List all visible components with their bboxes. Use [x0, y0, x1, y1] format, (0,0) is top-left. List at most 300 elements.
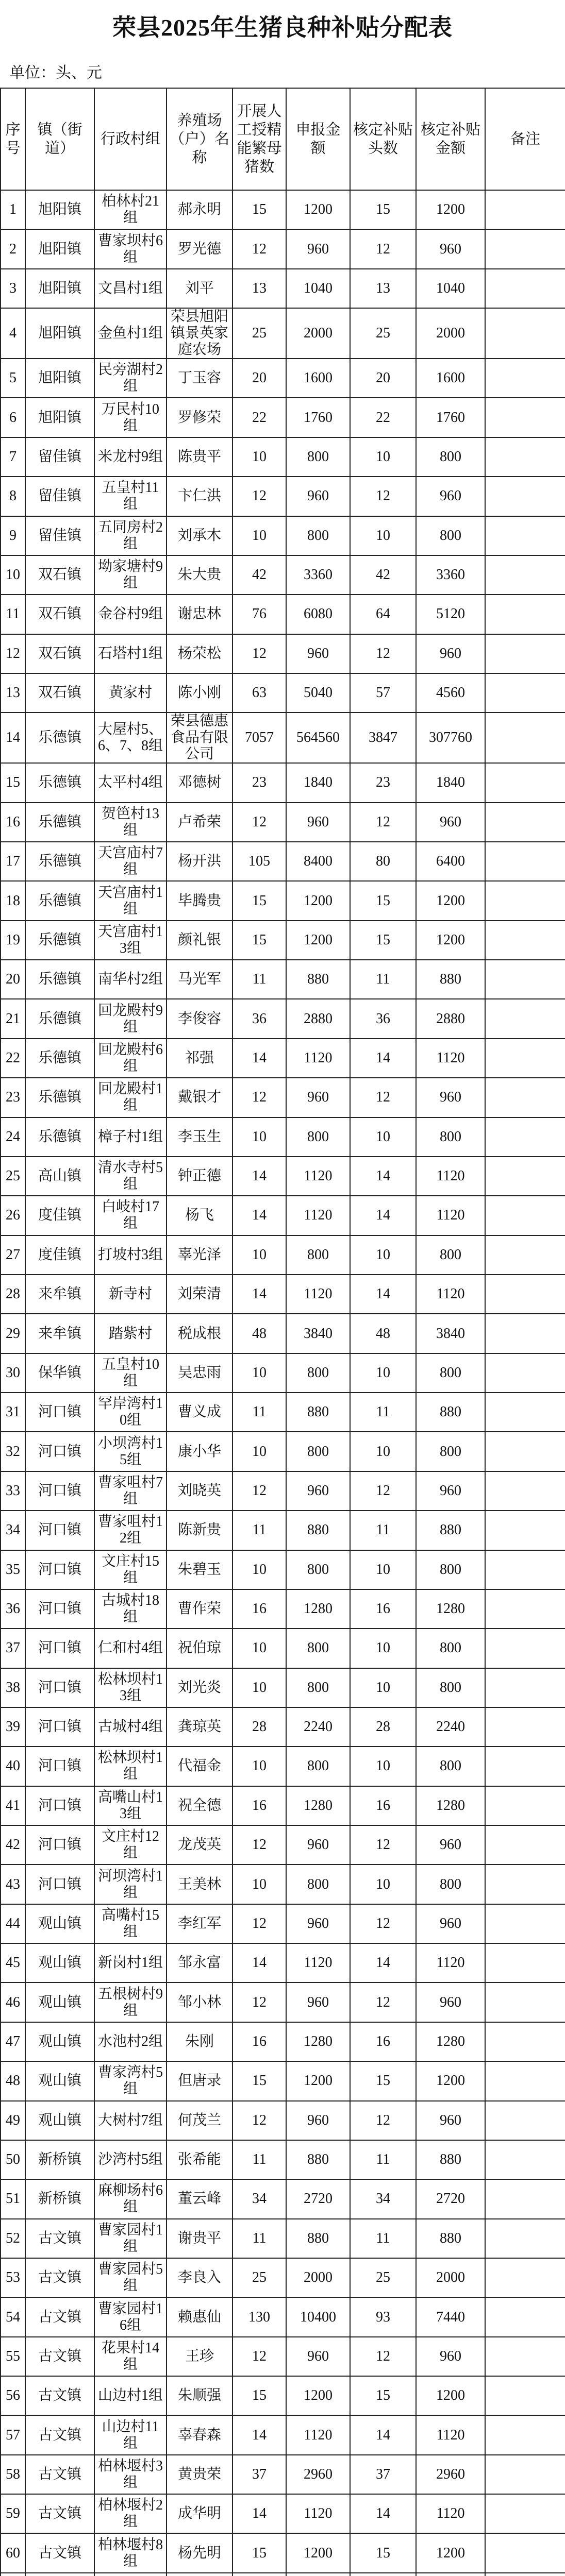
- document-title: 荣县2025年生猪良种补贴分配表: [112, 14, 453, 41]
- cell-apply-amount: 800: [286, 516, 350, 555]
- cell-sow-count: 14: [232, 1943, 286, 1982]
- cell-farm-name: 王珍: [167, 2337, 232, 2376]
- cell-town: 古文镇: [25, 2376, 94, 2415]
- table-row: [1, 881, 565, 920]
- cell-town: 新桥镇: [25, 2140, 94, 2179]
- cell-index: 40: [1, 1747, 25, 1786]
- cell-apply-amount: 800: [286, 1629, 350, 1668]
- cell-town: 观山镇: [25, 2101, 94, 2140]
- cell-approved-heads: 12: [350, 477, 416, 516]
- header-cell: 开展人工授精能繁母猪数: [232, 88, 286, 190]
- cell-sow-count: 11: [232, 960, 286, 999]
- cell-remark: [485, 881, 565, 920]
- cell-village: 柏林堰村8组: [94, 2533, 167, 2572]
- cell-apply-amount: 10400: [286, 2297, 350, 2336]
- cell-index: 30: [1, 1353, 25, 1393]
- cell-remark: [485, 359, 565, 398]
- cell-apply-amount: 960: [286, 634, 350, 673]
- cell-approved-heads: 28: [350, 1707, 416, 1747]
- cell-remark: [485, 1157, 565, 1196]
- header-cell: 核定补贴头数: [350, 88, 416, 190]
- cell-index: 42: [1, 1825, 25, 1865]
- cell-approved-heads: 80: [350, 842, 416, 881]
- cell-apply-amount: 960: [286, 1982, 350, 2022]
- cell-sow-count: 10: [232, 1550, 286, 1589]
- cell-apply-amount: 960: [286, 1078, 350, 1117]
- cell-approved-heads: 23: [350, 763, 416, 802]
- cell-village: 五同房村2组: [94, 516, 167, 555]
- cell-apply-amount: 1840: [286, 763, 350, 802]
- cell-remark: [485, 190, 565, 229]
- cell-apply-amount: 564560: [286, 713, 350, 763]
- cell-approved-heads: 11: [350, 2140, 416, 2179]
- table-row: [1, 960, 565, 999]
- cell-village: 曹家园村5组: [94, 2258, 167, 2297]
- table-row: [1, 190, 565, 229]
- cell-apply-amount: 800: [286, 1117, 350, 1157]
- cell-farm-name: 何茂兰: [167, 2101, 232, 2140]
- cell-town: 双石镇: [25, 634, 94, 673]
- cell-apply-amount: 1200: [286, 2061, 350, 2100]
- cell-apply-amount: 1120: [286, 1275, 350, 1314]
- cell-apply-amount: 800: [286, 1668, 350, 1707]
- cell-index: [1, 2573, 25, 2576]
- table-row: [1, 1589, 565, 1629]
- table-row: [1, 634, 565, 673]
- cell-remark: [485, 1707, 565, 1747]
- cell-town: 度佳镇: [25, 1196, 94, 1235]
- cell-farm-name: 祁强: [167, 1039, 232, 1078]
- cell-apply-amount: 880: [286, 2219, 350, 2258]
- cell-town: 乐德镇: [25, 1039, 94, 1078]
- cell-remark: [485, 842, 565, 881]
- cell-remark: [485, 1786, 565, 1825]
- cell-remark: [485, 1275, 565, 1314]
- cell-town: 古文镇: [25, 2455, 94, 2494]
- cell-farm-name: 王美林: [167, 1865, 232, 1904]
- cell-approved-amount: 800: [416, 1865, 485, 1904]
- cell-farm-name: 祝全德: [167, 1786, 232, 1825]
- cell-farm-name: 朱顺强: [167, 2376, 232, 2415]
- cell-index: 53: [1, 2258, 25, 2297]
- cell-village: 回龙殿村9组: [94, 999, 167, 1038]
- cell-apply-amount: 880: [286, 1393, 350, 1432]
- cell-approved-heads: 36: [350, 999, 416, 1038]
- cell-village: 天宫庙村1组: [94, 881, 167, 920]
- cell-farm-name: 朱碧玉: [167, 1550, 232, 1589]
- cell-town: 双石镇: [25, 555, 94, 595]
- cell-farm-name: 代福金: [167, 1747, 232, 1786]
- cell-approved-amount: 1200: [416, 921, 485, 960]
- cell-farm-name: [167, 2573, 232, 2576]
- cell-village: 五皇村11组: [94, 477, 167, 516]
- cell-village: 坳家塘村9组: [94, 555, 167, 595]
- table-row: [1, 803, 565, 842]
- cell-index: 9: [1, 516, 25, 555]
- cell-village: [94, 2573, 167, 2576]
- cell-approved-heads: 3847: [350, 713, 416, 763]
- cell-approved-heads: 20: [350, 359, 416, 398]
- cell-village: 柏林村21组: [94, 190, 167, 229]
- cell-farm-name: 赖惠仙: [167, 2297, 232, 2336]
- cell-sow-count: 14: [232, 1275, 286, 1314]
- cell-farm-name: 龙茂英: [167, 1825, 232, 1865]
- unit-note: 单位：头、元: [9, 64, 102, 81]
- cell-town: 留佳镇: [25, 516, 94, 555]
- cell-approved-amount: 1760: [416, 398, 485, 437]
- cell-index: 6: [1, 398, 25, 437]
- cell-village: 天宫庙村13组: [94, 921, 167, 960]
- cell-village: 大屋村5、6、7、8组: [94, 713, 167, 763]
- cell-sow-count: 12: [232, 634, 286, 673]
- cell-town: 高山镇: [25, 1157, 94, 1196]
- cell-remark: [485, 308, 565, 359]
- cell-approved-amount: 307760: [416, 713, 485, 763]
- cell-farm-name: 李良入: [167, 2258, 232, 2297]
- cell-village: 石塔村1组: [94, 634, 167, 673]
- cell-village: 曹家园村1组: [94, 2219, 167, 2258]
- cell-farm-name: 陈小刚: [167, 673, 232, 713]
- cell-sow-count: 130: [232, 2297, 286, 2336]
- cell-index: 8: [1, 477, 25, 516]
- cell-sow-count: 105: [232, 842, 286, 881]
- cell-index: 29: [1, 1314, 25, 1353]
- cell-index: 54: [1, 2297, 25, 2336]
- cell-index: 16: [1, 803, 25, 842]
- cell-farm-name: 杨开洪: [167, 842, 232, 881]
- table-row: [1, 842, 565, 881]
- cell-approved-amount: 5120: [416, 595, 485, 634]
- cell-town: 旭阳镇: [25, 190, 94, 229]
- cell-farm-name: 但唐录: [167, 2061, 232, 2100]
- cell-index: 46: [1, 1982, 25, 2022]
- cell-approved-amount: 1600: [416, 359, 485, 398]
- cell-village: 打坡村3组: [94, 1235, 167, 1275]
- cell-village: 踏紫村: [94, 1314, 167, 1353]
- cell-remark: [485, 763, 565, 802]
- cell-remark: [485, 2022, 565, 2061]
- cell-remark: [485, 2415, 565, 2454]
- cell-index: 32: [1, 1432, 25, 1471]
- header-cell: 镇（街道）: [25, 88, 94, 190]
- cell-sow-count: 12: [232, 1078, 286, 1117]
- cell-approved-heads: 15: [350, 2533, 416, 2572]
- cell-remark: [485, 2376, 565, 2415]
- cell-town: 河口镇: [25, 1865, 94, 1904]
- cell-sow-count: 10: [232, 1235, 286, 1275]
- cell-approved-amount: 2720: [416, 2179, 485, 2218]
- cell-village: 白岐村17组: [94, 1196, 167, 1235]
- cell-town: 度佳镇: [25, 1235, 94, 1275]
- cell-approved-heads: 14: [350, 1157, 416, 1196]
- cell-approved-heads: 93: [350, 2297, 416, 2336]
- cell-town: 河口镇: [25, 1629, 94, 1668]
- cell-approved-amount: 800: [416, 1117, 485, 1157]
- cell-remark: [485, 2297, 565, 2336]
- cell-town: 河口镇: [25, 1511, 94, 1550]
- cell-farm-name: 辜春森: [167, 2415, 232, 2454]
- cell-sow-count: 12: [232, 803, 286, 842]
- cell-approved-heads: 12: [350, 2101, 416, 2140]
- table-row: [1, 229, 565, 268]
- cell-sow-count: 28: [232, 1707, 286, 1747]
- cell-town: 乐德镇: [25, 842, 94, 881]
- cell-sow-count: 12: [232, 1982, 286, 2022]
- cell-village: 河坝湾村1组: [94, 1865, 167, 1904]
- cell-remark: [485, 1865, 565, 1904]
- table-row: [1, 2415, 565, 2454]
- cell-sow-count: 12: [232, 1471, 286, 1511]
- table-row: [1, 2337, 565, 2376]
- table-row: [1, 1471, 565, 1511]
- cell-approved-amount: 800: [416, 1550, 485, 1589]
- cell-remark: [485, 1117, 565, 1157]
- cell-remark: [485, 269, 565, 308]
- cell-remark: [485, 1825, 565, 1865]
- cell-sow-count: [232, 2573, 286, 2576]
- table-row: [1, 2297, 565, 2336]
- cell-remark: [485, 477, 565, 516]
- table-row: [1, 1982, 565, 2022]
- cell-remark: [485, 1982, 565, 2022]
- cell-village: 曹家湾村5组: [94, 2061, 167, 2100]
- cell-index: 22: [1, 1039, 25, 1078]
- table-row: [1, 673, 565, 713]
- cell-farm-name: 辜光泽: [167, 1235, 232, 1275]
- cell-approved-heads: 12: [350, 803, 416, 842]
- cell-apply-amount: 800: [286, 437, 350, 477]
- cell-apply-amount: 1200: [286, 921, 350, 960]
- cell-index: 15: [1, 763, 25, 802]
- cell-apply-amount: 1040: [286, 269, 350, 308]
- cell-sow-count: 14: [232, 2415, 286, 2454]
- cell-farm-name: 杨荣松: [167, 634, 232, 673]
- cell-town: 双石镇: [25, 595, 94, 634]
- header-cell: 申报金额: [286, 88, 350, 190]
- cell-farm-name: 刘光炎: [167, 1668, 232, 1707]
- cell-town: 旭阳镇: [25, 269, 94, 308]
- cell-remark: [485, 713, 565, 763]
- cell-index: 14: [1, 713, 25, 763]
- cell-farm-name: 税成根: [167, 1314, 232, 1353]
- cell-sow-count: 15: [232, 921, 286, 960]
- cell-sow-count: 63: [232, 673, 286, 713]
- cell-farm-name: 陈贵平: [167, 437, 232, 477]
- cell-apply-amount: 2880: [286, 999, 350, 1038]
- cell-apply-amount: 960: [286, 1904, 350, 1943]
- cell-village: 山边村11组: [94, 2415, 167, 2454]
- table-row: [1, 2061, 565, 2100]
- cell-remark: [485, 2219, 565, 2258]
- cell-index: 28: [1, 1275, 25, 1314]
- cell-town: 乐德镇: [25, 713, 94, 763]
- cell-approved-heads: 12: [350, 634, 416, 673]
- cell-index: 23: [1, 1078, 25, 1117]
- table-row: [1, 1235, 565, 1275]
- cell-farm-name: 刘承木: [167, 516, 232, 555]
- cell-sow-count: 12: [232, 1904, 286, 1943]
- cell-town: 留佳镇: [25, 437, 94, 477]
- cell-town: 乐德镇: [25, 960, 94, 999]
- cell-approved-heads: 25: [350, 308, 416, 359]
- cell-apply-amount: 1120: [286, 1039, 350, 1078]
- cell-approved-amount: 880: [416, 2140, 485, 2179]
- cell-sow-count: 15: [232, 2533, 286, 2572]
- cell-farm-name: 李红军: [167, 1904, 232, 1943]
- cell-village: 曹家坝村6组: [94, 229, 167, 268]
- cell-farm-name: 朱刚: [167, 2022, 232, 2061]
- cell-farm-name: 李俊容: [167, 999, 232, 1038]
- cell-town: 古文镇: [25, 2494, 94, 2533]
- cell-farm-name: 马光军: [167, 960, 232, 999]
- cell-index: 49: [1, 2101, 25, 2140]
- cell-village: 清水寺村5组: [94, 1157, 167, 1196]
- cell-approved-heads: 16: [350, 2022, 416, 2061]
- cell-index: 27: [1, 1235, 25, 1275]
- cell-town: 河口镇: [25, 1825, 94, 1865]
- cell-sow-count: 10: [232, 1629, 286, 1668]
- table-row: [1, 1275, 565, 1314]
- cell-approved-amount: 960: [416, 2337, 485, 2376]
- cell-village: 文昌村1组: [94, 269, 167, 308]
- table-row: [1, 2219, 565, 2258]
- cell-town: 旭阳镇: [25, 398, 94, 437]
- table-row: [1, 1865, 565, 1904]
- cell-town: 旭阳镇: [25, 359, 94, 398]
- cell-farm-name: 杨先明: [167, 2533, 232, 2572]
- table-row: [1, 1668, 565, 1707]
- cell-village: 高嘴村15组: [94, 1904, 167, 1943]
- cell-village: 樟子村1组: [94, 1117, 167, 1157]
- cell-apply-amount: 1280: [286, 1589, 350, 1629]
- cell-approved-amount: 4560: [416, 673, 485, 713]
- cell-approved-amount: 880: [416, 1393, 485, 1432]
- cell-index: 18: [1, 881, 25, 920]
- cell-town: 河口镇: [25, 1589, 94, 1629]
- cell-farm-name: 曹义成: [167, 1393, 232, 1432]
- cell-village: 古城村4组: [94, 1707, 167, 1747]
- cell-farm-name: 杨飞: [167, 1196, 232, 1235]
- cell-village: 黄家村: [94, 673, 167, 713]
- cell-farm-name: 吴忠雨: [167, 1353, 232, 1393]
- cell-farm-name: 郝永明: [167, 190, 232, 229]
- cell-town: 乐德镇: [25, 1078, 94, 1117]
- cell-sow-count: 12: [232, 229, 286, 268]
- cell-remark: [485, 1393, 565, 1432]
- table-row: [1, 555, 565, 595]
- cell-village: 贺笆村13组: [94, 803, 167, 842]
- cell-farm-name: 刘平: [167, 269, 232, 308]
- cell-approved-heads: 13: [350, 269, 416, 308]
- cell-approved-amount: 800: [416, 1629, 485, 1668]
- cell-village: 金谷村9组: [94, 595, 167, 634]
- cell-sow-count: 16: [232, 1786, 286, 1825]
- cell-apply-amount: 880: [286, 2140, 350, 2179]
- cell-farm-name: 荣县德惠食品有限公司: [167, 713, 232, 763]
- cell-approved-amount: 960: [416, 1982, 485, 2022]
- cell-town: 河口镇: [25, 1471, 94, 1511]
- cell-approved-amount: 1280: [416, 1786, 485, 1825]
- cell-index: 20: [1, 960, 25, 999]
- cell-remark: [485, 1196, 565, 1235]
- cell-index: 52: [1, 2219, 25, 2258]
- cell-apply-amount: 3360: [286, 555, 350, 595]
- cell-remark: [485, 229, 565, 268]
- cell-approved-heads: 15: [350, 921, 416, 960]
- cell-village: 米龙村9组: [94, 437, 167, 477]
- cell-sow-count: 11: [232, 2219, 286, 2258]
- cell-town: 乐德镇: [25, 763, 94, 802]
- cell-village: 曹家园村16组: [94, 2297, 167, 2336]
- cell-approved-heads: 10: [350, 437, 416, 477]
- cell-farm-name: 谢贵平: [167, 2219, 232, 2258]
- cell-farm-name: 陈新贵: [167, 1511, 232, 1550]
- cell-town: 旭阳镇: [25, 308, 94, 359]
- cell-remark: [485, 634, 565, 673]
- cell-index: 44: [1, 1904, 25, 1943]
- cell-approved-heads: 12: [350, 229, 416, 268]
- cell-approved-amount: 960: [416, 1078, 485, 1117]
- table-row: [1, 308, 565, 359]
- cell-index: 50: [1, 2140, 25, 2179]
- cell-town: 河口镇: [25, 1393, 94, 1432]
- cell-farm-name: 卞仁洪: [167, 477, 232, 516]
- cell-approved-heads: 11: [350, 2219, 416, 2258]
- cell-farm-name: 罗修荣: [167, 398, 232, 437]
- cell-index: 41: [1, 1786, 25, 1825]
- cell-village: 大树村7组: [94, 2101, 167, 2140]
- cell-sow-count: 16: [232, 1589, 286, 1629]
- cell-sow-count: 14: [232, 1196, 286, 1235]
- cell-sow-count: 42: [232, 555, 286, 595]
- cell-approved-heads: 16: [350, 1786, 416, 1825]
- cell-apply-amount: 2000: [286, 2258, 350, 2297]
- cell-town: 新桥镇: [25, 2179, 94, 2218]
- cell-index: 12: [1, 634, 25, 673]
- cell-town: 古文镇: [25, 2337, 94, 2376]
- cell-remark: [485, 1629, 565, 1668]
- cell-index: 58: [1, 2455, 25, 2494]
- cell-approved-amount: 2000: [416, 2258, 485, 2297]
- cell-sow-count: 10: [232, 1117, 286, 1157]
- cell-farm-name: 卢希荣: [167, 803, 232, 842]
- cell-index: 56: [1, 2376, 25, 2415]
- cell-village: 曹家咀村12组: [94, 1511, 167, 1550]
- cell-approved-amount: [416, 2573, 485, 2576]
- cell-approved-amount: 2240: [416, 1707, 485, 1747]
- cell-sow-count: 10: [232, 516, 286, 555]
- cell-approved-amount: 800: [416, 1747, 485, 1786]
- cell-index: 31: [1, 1393, 25, 1432]
- table-row: [1, 477, 565, 516]
- cell-apply-amount: 6080: [286, 595, 350, 634]
- table-row: [1, 1039, 565, 1078]
- cell-approved-heads: 10: [350, 1668, 416, 1707]
- cell-index: 21: [1, 999, 25, 1038]
- cell-sow-count: 23: [232, 763, 286, 802]
- cell-village: 麻柳场村6组: [94, 2179, 167, 2218]
- cell-town: 乐德镇: [25, 1117, 94, 1157]
- cell-village: 仁和村4组: [94, 1629, 167, 1668]
- cell-sow-count: 10: [232, 1353, 286, 1393]
- cell-sow-count: 12: [232, 2101, 286, 2140]
- table-row: [1, 1707, 565, 1747]
- cell-apply-amount: 1200: [286, 190, 350, 229]
- cell-sow-count: 15: [232, 190, 286, 229]
- cell-remark: [485, 2337, 565, 2376]
- cell-farm-name: 颜礼银: [167, 921, 232, 960]
- cell-apply-amount: 880: [286, 960, 350, 999]
